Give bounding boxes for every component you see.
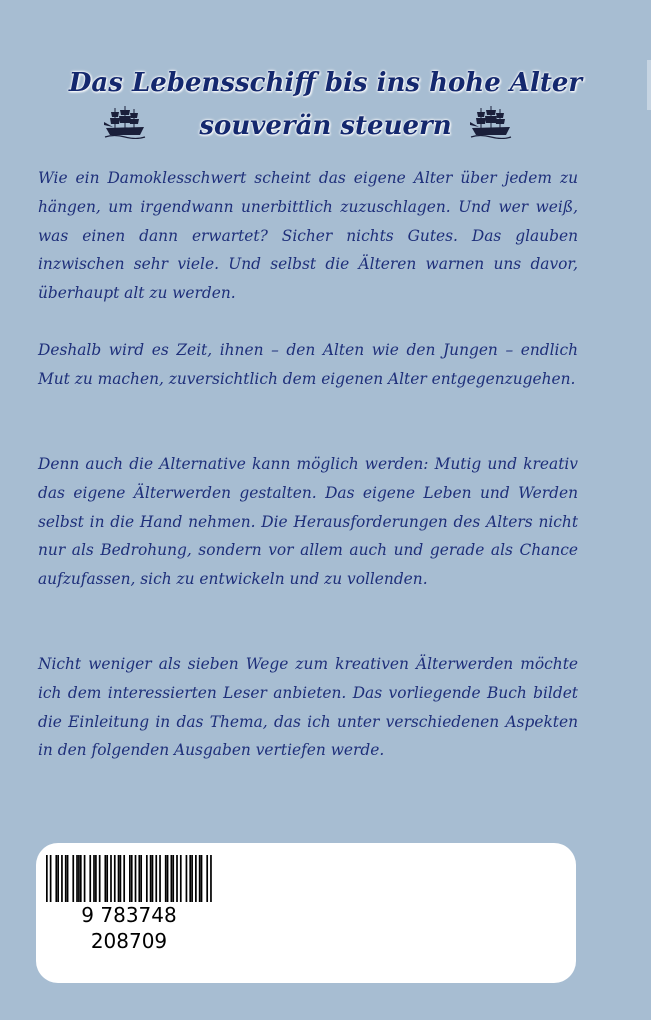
blurb-paragraph: Wie ein Damoklesschwert scheint das eigene Alter über jedem zu hängen, um irgendwann unerbittlich zuzuschlagen. Und wer weiß, was einen dann erwartet? Sicher nichts Gutes. Das glauben inzwischen sehr viele. Und selbst die Älteren warnen uns davor, überhaupt alt zu werden. <box>38 169 578 303</box>
cover-title-line1: Das Lebensschiff bis ins hohe Alter <box>68 68 583 98</box>
blurb-paragraph: Nicht weniger als sieben Wege zum kreativen Älterwerden möchte ich dem interessierten Leser anbieten. Das vorliegende Buch bildet die Einleitung in das Thema, das ich unter verschiedenen Aspekten in den folgenden Ausgaben vertiefen werde. <box>38 655 578 760</box>
sailing-ship-icon <box>469 105 513 139</box>
sailing-ship-icon <box>103 105 147 139</box>
blurb-paragraph: Deshalb wird es Zeit, ihnen – den Alten wie den Jungen – endlich Mut zu machen, zuversichtlich dem eigenen Alter entgegenzugehen. <box>38 341 578 388</box>
cover-title-line2: souverän steuern <box>199 111 452 141</box>
isbn-number: 9 783748 208709 <box>46 902 212 954</box>
blurb-paragraph: Denn auch die Alternative kann möglich werden: Mutig und kreativ das eigene Älterwerden gestalten. Das eigene Leben und Werden selbst in die Hand nehmen. Die Herausforderungen des Alters nicht nur als Bedrohung, sondern vor allem auch und gerade als Chance aufzufassen, sich zu entwickeln und zu vollenden. <box>38 455 578 589</box>
